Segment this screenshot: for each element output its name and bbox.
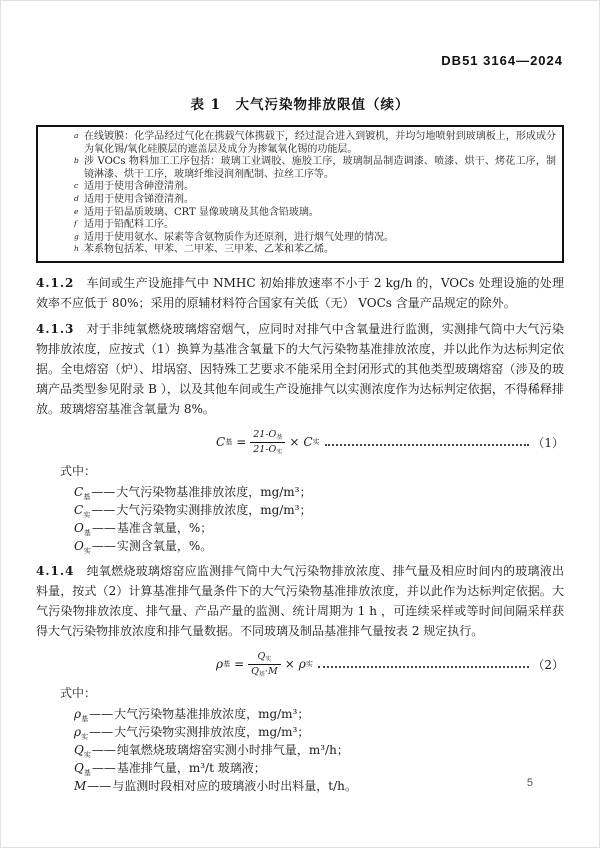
formula-1 [36, 429, 564, 456]
definition-text: 大气污染物实测排放浓度，mg/m³； [114, 724, 310, 739]
note-superscript: a [74, 131, 79, 140]
table-note [38, 131, 556, 156]
definition-dash: —— [91, 742, 116, 757]
page-content [1, 1, 599, 795]
formula-1-expression [216, 429, 320, 456]
document-code: DB51 3164—2024 [441, 53, 563, 68]
formula-subscript: 实 [83, 510, 91, 519]
table-note [38, 244, 556, 257]
definition-text: 大气污染物基准排放浓度，mg/m³； [114, 706, 310, 721]
equals-sign: = [236, 435, 247, 450]
table-notes-list [38, 131, 556, 257]
section-number: 4.1.4 [36, 563, 75, 578]
formula-subscript: 基 [258, 670, 265, 678]
formula-symbol: Q [74, 742, 84, 757]
fraction-denominator [250, 443, 285, 456]
symbol-definition [36, 705, 564, 723]
note-superscript: h [74, 244, 79, 254]
formula-subscript: 实 [83, 750, 91, 759]
note-superscript: d [74, 193, 79, 203]
where-label: 式中： [60, 463, 97, 478]
formula-subscript: 实 [83, 546, 91, 555]
symbol-definition [36, 777, 564, 795]
definition-text: 基准含氧量，%； [116, 520, 213, 535]
formula-subscript: 实 [265, 655, 272, 663]
definition-text: 纯氧燃烧玻璃熔窑实测小时排气量，m³/h； [116, 742, 349, 757]
note-text: 在线镀膜：化学品经过气化在携载气体携载下，经过混合进入到镀机，并均匀地喷射到玻璃板上，形成成分为氧化锡/氧化硅膜层的遮盖层及成分为掺氟氧化锡的功能层。 [84, 131, 556, 155]
note-superscript: e [74, 206, 79, 216]
section-text: 对于非纯氧燃烧玻璃熔窑烟气，应同时对排气中含氧量进行监测，实测排气筒中大气污染物排放浓度，应按式（1）换算为基准含氧量下的大气污染物基准排放浓度，并以此作为达标判定依据。全电熔窑（炉）、坩埚窑、因特殊工艺要求不能采用全封闭形式的其他类型玻璃熔窑（涉及的玻璃产品类型参见附录 B ），以及其他车间或生产设施排气以实测浓度作为达标判定依据，不得稀释排放。玻璃熔窑基准含氧量为 8%。 [36, 321, 564, 416]
formula-symbol: M [74, 778, 87, 793]
definition-text: 基准排气量，m³/t 玻璃液； [116, 760, 266, 775]
symbol-definition [36, 483, 564, 501]
section-text: 纯氧燃烧玻璃熔窑应监测排气筒中大气污染物排放浓度、排气量及相应时间内的玻璃液出料量，按式（2）计算基准排气量条件下的大气污染物基准排放浓度，并以此作为达标判定依据。大气污染物排放浓度、排气量、产品产量的监测、统计周期为 1 h ，可连续采样或等时间间隔采样获得大气污染物排放浓度和排气量数据。不同玻璃及制品基准排气量按表 2 规定执行。 [36, 563, 564, 638]
formula-symbol: Q [257, 650, 266, 662]
symbol-definition [36, 501, 564, 519]
page-number: 5 [526, 777, 533, 789]
table-note [38, 156, 556, 181]
formula-symbol: ρ [298, 657, 306, 672]
formula-symbol: ·M [264, 665, 278, 677]
symbol-definition [36, 519, 564, 537]
fraction-numerator [248, 651, 281, 665]
note-text: 苯系物包括苯、甲苯、二甲苯、三甲苯、乙苯和苯乙烯。 [84, 244, 334, 256]
table-note [38, 219, 556, 232]
definition-dash: —— [91, 760, 116, 775]
formula-subscript: 基 [81, 714, 89, 723]
table-note [38, 207, 556, 220]
formula-symbol: Q [251, 665, 259, 677]
definition-dash: —— [91, 502, 116, 517]
symbol-definition [36, 537, 564, 555]
formula-symbol: ρ [216, 657, 224, 672]
definition-text: 大气污染物基准排放浓度，mg/m³； [116, 484, 312, 499]
note-superscript: f [74, 219, 77, 229]
note-superscript: b [74, 156, 79, 166]
table-note [38, 232, 556, 245]
multiply-sign: × [284, 657, 295, 672]
formula-subscript: 基 [83, 528, 91, 537]
multiply-sign: × [289, 435, 300, 450]
formula-subscript: 基 [83, 768, 91, 777]
note-superscript: c [74, 181, 79, 191]
definition-dash: —— [91, 538, 116, 553]
note-text: 适用于铅配料工序。 [84, 219, 174, 231]
formula-number: （1） [532, 435, 564, 450]
symbol-definition [36, 759, 564, 777]
note-superscript: g [74, 231, 79, 241]
note-text: 适用于使用含锑澄清剂。 [84, 193, 194, 205]
equals-sign: = [234, 657, 245, 672]
formula-symbol: C [74, 484, 84, 499]
formula-subscript: 基 [223, 659, 231, 668]
formula-symbol: 21-O [253, 428, 277, 440]
formula-symbol: C [216, 435, 226, 450]
formula-subscript: 实 [305, 659, 313, 668]
definition-dash: —— [89, 706, 114, 721]
fraction [248, 651, 281, 678]
formula-2-expression [216, 651, 313, 678]
fraction-numerator [250, 429, 285, 443]
table-note [38, 194, 556, 207]
symbol-definition [36, 741, 564, 759]
table-notes-box [36, 125, 564, 263]
section-number: 4.1.3 [36, 321, 75, 336]
formula-subscript: 基 [225, 437, 233, 446]
note-text: 适用于使用含砷澄清剂。 [84, 181, 194, 193]
section-4-1-3 [36, 319, 564, 419]
definition-text: 实测含氧量，%。 [116, 538, 213, 553]
section-4-1-4 [36, 561, 564, 641]
formula-subscript: 实 [312, 437, 320, 446]
definition-dash: —— [91, 520, 116, 535]
formula-number: （2） [532, 657, 564, 672]
note-text: 涉 VOCs 物料加工工序包括：玻璃工业调胶、施胶工序，玻璃制品制造调漆、喷漆、烘干、烤花工序，制镜淋漆、烘干工序，玻璃纤维浸润剂配制、拉丝工序等。 [84, 156, 556, 180]
formula-symbol: O [74, 520, 84, 535]
definition-dash: —— [87, 778, 112, 793]
definition-text: 与监测时段相对应的玻璃液小时出料量，t/h。 [112, 778, 357, 793]
formula-symbol: C [74, 502, 84, 517]
section-number: 4.1.2 [36, 275, 75, 290]
section-text: 车间或生产设施排气中 NMHC 初始排放速率不小于 2 kg/h 的，VOCs 处理设施的处理效率不应低于 80%；采用的原辅材料符合国家有关低（无） VOCs 含量产品规定的除外。 [36, 275, 564, 310]
definition-text: 大气污染物实测排放浓度，mg/m³； [116, 502, 312, 517]
where-label: 式中： [60, 685, 97, 700]
fraction-denominator [248, 665, 281, 678]
section-4-1-2 [36, 273, 564, 313]
formula-subscript: 实 [276, 448, 283, 456]
table-title: 表 1 大气污染物排放限值（续） [190, 97, 410, 113]
formula-symbol: ρ [74, 724, 82, 739]
note-text: 适用于铅晶质玻璃、CRT 显像玻璃及其他含铅玻璃。 [84, 206, 319, 218]
formula-subscript: 基 [276, 433, 283, 441]
formula-symbol: O [74, 538, 84, 553]
dot-leader [318, 666, 530, 668]
formula-symbol: ρ [74, 706, 82, 721]
note-text: 适用于使用氨水、尿素等含氨物质作为还原剂，进行烟气处理的情况。 [84, 231, 394, 243]
formula-subscript: 基 [83, 492, 91, 501]
formula-2 [36, 651, 564, 678]
formula-symbol: 21-O [253, 443, 277, 455]
definition-dash: —— [89, 724, 114, 739]
formula-symbol: Q [74, 760, 84, 775]
symbol-definition [36, 723, 564, 741]
formula-subscript: 实 [81, 732, 89, 741]
table-note [38, 181, 556, 194]
fraction [250, 429, 285, 456]
dot-leader [325, 444, 530, 446]
formula-symbol: C [303, 435, 313, 450]
definition-dash: —— [91, 484, 116, 499]
